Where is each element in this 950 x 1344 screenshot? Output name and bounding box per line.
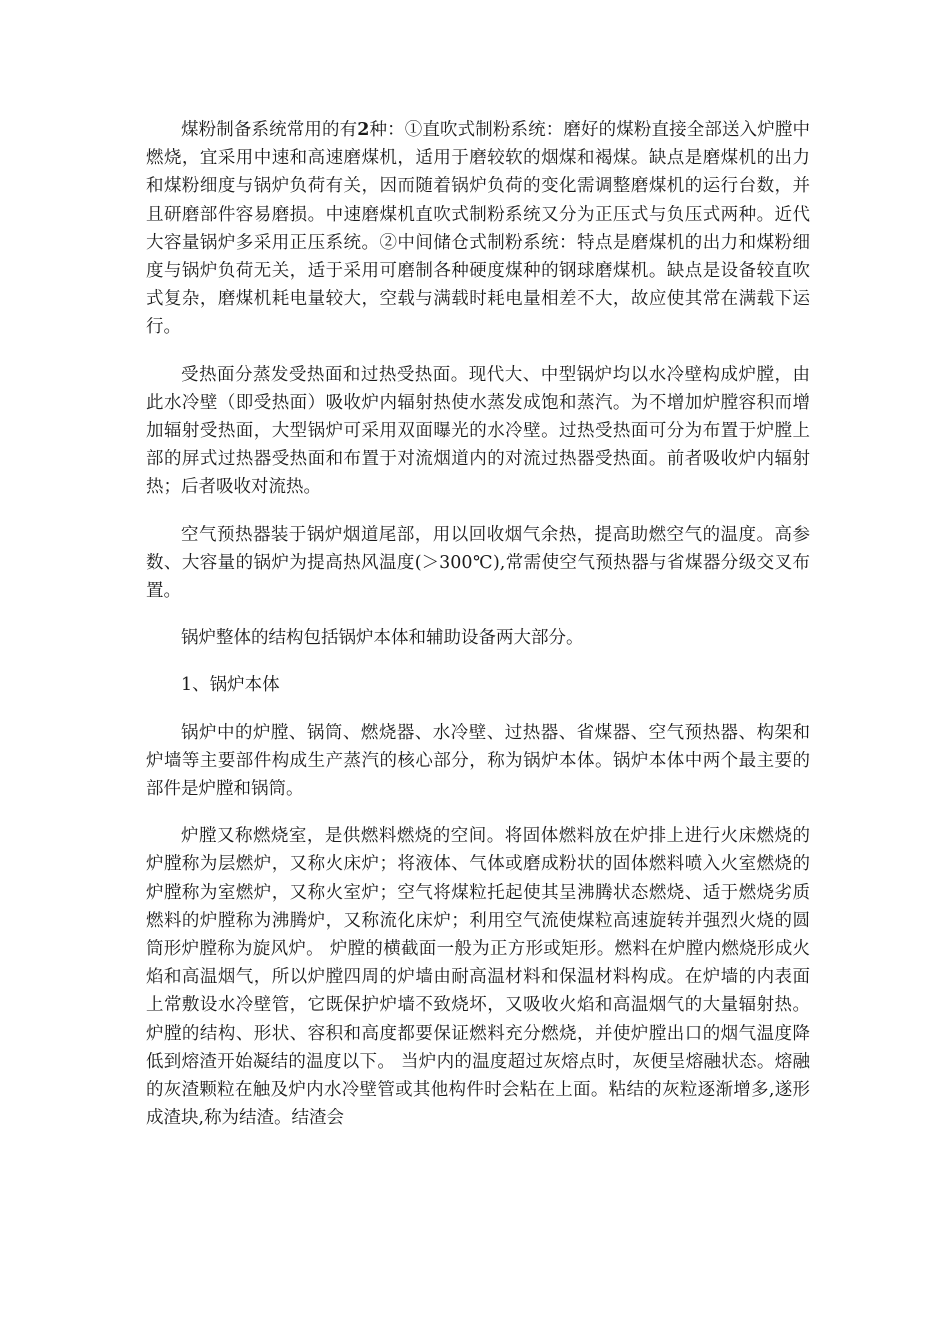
paragraph-air-preheater: 空气预热器装于锅炉烟道尾部，用以回收烟气余热，提高助燃空气的温度。高参数、大容量的锅炉为提高热风温度(＞300℃),常需使空气预热器与省煤器分级交叉布置。 [146, 524, 810, 602]
paragraph-heating-surface: 受热面分蒸发受热面和过热受热面。现代大、中型锅炉均以水冷壁构成炉膛，由此水冷壁（即受热面）吸收炉内辐射热使水蒸发成饱和蒸汽。为不增加炉膛容积而增加辐射受热面，大型锅炉可采用双面曝光的水冷壁。过热受热面可分为布置于炉膛上部的屏式过热器受热面和布置于对流烟道内的对流过热器受热面。前者吸收炉内辐射热；后者吸收对流热。 [146, 364, 810, 498]
paragraph-boiler-body: 锅炉中的炉膛、锅筒、燃烧器、水冷壁、过热器、省煤器、空气预热器、构架和炉墙等主要部件构成生产蒸汽的核心部分，称为锅炉本体。锅炉本体中两个最主要的部件是炉膛和锅筒。 [146, 722, 810, 800]
paragraph-pulverized-coal-system [146, 116, 810, 342]
paragraph-prefix: 煤粉制备系统常用的有 [181, 120, 358, 140]
section-heading-boiler-body: 1、锅炉本体 [181, 675, 280, 696]
paragraph-boiler-structure: 锅炉整体的结构包括锅炉本体和辅助设备两大部分。 [181, 628, 584, 649]
paragraph-furnace: 炉膛又称燃烧室，是供燃料燃烧的空间。将固体燃料放在炉排上进行火床燃烧的炉膛称为层燃炉，又称火床炉；将液体、气体或磨成粉状的固体燃料喷入火室燃烧的炉膛称为室燃炉，又称火室炉；空气将煤粒托起使其呈沸腾状态燃烧、适于燃烧劣质燃料的炉膛称为沸腾炉，又称流化床炉；利用空气流使煤粒高速旋转并强烈火烧的圆筒形炉膛称为旋风炉。 炉膛的横截面一般为正方形或矩形。燃料在炉膛内燃烧形成火焰和高温烟气，所以炉膛四周的炉墙由耐高温材料和保温材料构成。在炉墙的内表面上常敷设水冷壁管，它既保护炉墙不致烧坏，又吸收火焰和高温烟气的大量辐射热。 炉膛的结构、形状、容积和高度都要保证燃料充分燃烧，并使炉膛出口的烟气温度降低到熔渣开始凝结的温度以下。 当炉内的温度超过灰熔点时，灰便呈熔融状态。熔融的灰渣颗粒在触及炉内水冷壁管或其他构件时会粘在上面。粘结的灰粒逐渐增多,遂形成渣块,称为结渣。结渣会 [146, 826, 810, 1129]
paragraph-body: 种：①直吹式制粉系统：磨好的煤粉直接全部送入炉膛中燃烧，宜采用中速和高速磨煤机，适用于磨较软的烟煤和褐煤。缺点是磨煤机的出力和煤粉细度与锅炉负荷有关，因而随着锅炉负荷的变化需调整磨煤机的运行台数，并且研磨部件容易磨损。中速磨煤机直吹式制粉系统又分为正压式与负压式两种。近代大容量锅炉多采用正压系统。②中间储仓式制粉系统：特点是磨煤机的出力和煤粉细度与锅炉负荷无关，适于采用可磨制各种硬度煤种的钢球磨煤机。缺点是设备较直吹式复杂，磨煤机耗电量较大，空载与满载时耗电量相差不大，故应使其常在满载下运行。 [146, 120, 811, 338]
system-count: 2 [357, 120, 370, 140]
document-page [146, 116, 810, 1152]
